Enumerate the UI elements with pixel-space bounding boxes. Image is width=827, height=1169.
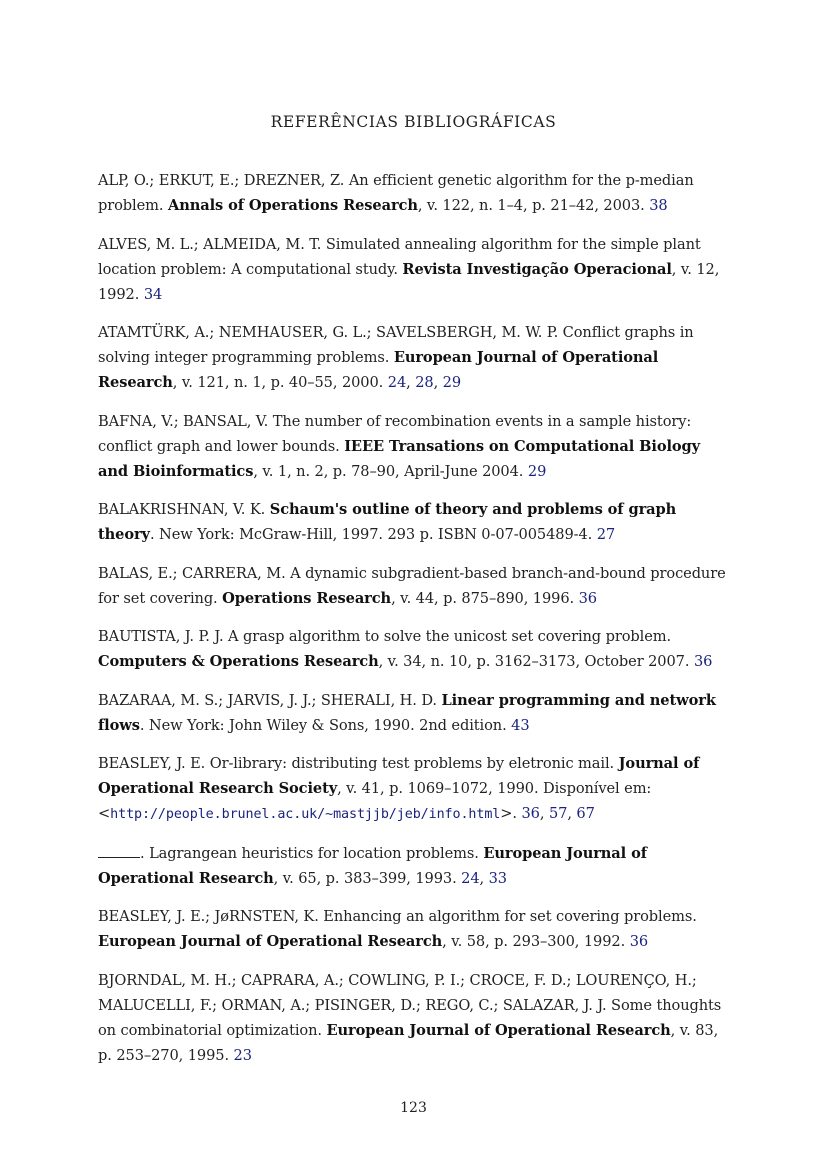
page-title: REFERÊNCIAS BIBLIOGRÁFICAS bbox=[270, 113, 557, 131]
page-backref-link[interactable]: 29 bbox=[442, 374, 462, 391]
page-backref-link[interactable]: 23 bbox=[233, 1046, 252, 1064]
reference-list bbox=[98, 168, 732, 1081]
page-backref-link[interactable]: 27 bbox=[596, 526, 616, 543]
page-backref-link[interactable]: 24 bbox=[387, 374, 407, 391]
page-backref-link[interactable]: 38 bbox=[649, 197, 668, 214]
page-backref-link[interactable]: 67 bbox=[576, 805, 595, 822]
page-backref-link[interactable]: 28 bbox=[415, 374, 434, 391]
page-backref-link[interactable]: 36 bbox=[693, 653, 713, 670]
page-backref-link[interactable]: 34 bbox=[143, 285, 163, 303]
reference-entry: BEASLEY, J. E. Or-library: distributing test problems by eletronic mail. Journal of Operational Research Society, v. 41, p. 1069–1072, 1990. Disponível em: <http://people.brunel.ac.uk/~mastjjb/jeb/info.html>. 36, 57, 67 bbox=[98, 755, 700, 822]
page-backref-link[interactable]: 24 bbox=[461, 869, 480, 887]
page-backref-link[interactable]: 36 bbox=[578, 589, 597, 607]
reference-entry: BALAKRISHNAN, V. K. Schaum's outline of theory and problems of graph theory. New York: McGraw-Hill, 1997. 293 p. ISBN 0-07-005489-4. 27 bbox=[98, 501, 677, 543]
page-backref-link[interactable]: 29 bbox=[527, 462, 547, 480]
author-repeat-dash bbox=[98, 843, 140, 858]
page-backref-link[interactable]: 36 bbox=[521, 805, 540, 822]
reference-entry: ALP, O.; ERKUT, E.; DREZNER, Z. An efficient genetic algorithm for the p-median problem. Annals of Operations Research, v. 122, n. 1–4, p. 21–42, 2003. 38 bbox=[98, 172, 694, 214]
page-backref-link[interactable]: 43 bbox=[511, 716, 530, 734]
page-backref-link[interactable]: 57 bbox=[548, 805, 568, 822]
reference-entry: BAFNA, V.; BANSAL, V. The number of recombination events in a sample history: conflict graph and lower bounds. IEEE Transations on Computational Biology and Bioinformatics, v. 1, n. 2, p. 78–90, April-June 2004. 29 bbox=[98, 412, 701, 480]
page-backref-link[interactable]: 36 bbox=[629, 933, 649, 950]
page-backref-link[interactable]: 33 bbox=[488, 869, 507, 887]
reference-entry: ALVES, M. L.; ALMEIDA, M. T. Simulated annealing algorithm for the simple plant location problem: A computational study. Revista Investigação Operacional, v. 12, 1992. 34 bbox=[98, 235, 720, 303]
reference-entry: ATAMTÜRK, A.; NEMHAUSER, G. L.; SAVELSBERGH, M. W. P. Conflict graphs in solving integer programming problems. European Journal of Operational Research, v. 121, n. 1, p. 40–55, 2000. 24, 28, 29 bbox=[98, 324, 694, 391]
reference-entry: . Lagrangean heuristics for location problems. European Journal of Operational Research, v. 65, p. 383–399, 1993. 24, 33 bbox=[98, 844, 647, 887]
reference-entry: BJORNDAL, M. H.; CAPRARA, A.; COWLING, P. I.; CROCE, F. D.; LOURENÇO, H.; MALUCELLI, F.; ORMAN, A.; PISINGER, D.; REGO, C.; SALAZAR, J. J. Some thoughts on combinatorial optimization. European Journal of Operational Research, v. 83, p. 253–270, 1995. 23 bbox=[98, 971, 722, 1064]
reference-entry: BAUTISTA, J. P. J. A grasp algorithm to solve the unicost set covering problem. Computers & Operations Research, v. 34, n. 10, p. 3162–3173, October 2007. 36 bbox=[98, 628, 713, 670]
reference-entry: BEASLEY, J. E.; JøRNSTEN, K. Enhancing an algorithm for set covering problems. European Journal of Operational Research, v. 58, p. 293–300, 1992. 36 bbox=[98, 908, 697, 950]
reference-entry: BAZARAA, M. S.; JARVIS, J. J.; SHERALI, H. D. Linear programming and network flows. New York: John Wiley & Sons, 1990. 2nd edition. 43 bbox=[98, 691, 716, 734]
url-link[interactable]: http://people.brunel.ac.uk/~mastjjb/jeb/info.html bbox=[110, 807, 501, 822]
page-number: 123 bbox=[400, 1100, 427, 1116]
reference-entry: BALAS, E.; CARRERA, M. A dynamic subgradient-based branch-and-bound procedure for set covering. Operations Research, v. 44, p. 875–890, 1996. 36 bbox=[98, 564, 726, 607]
